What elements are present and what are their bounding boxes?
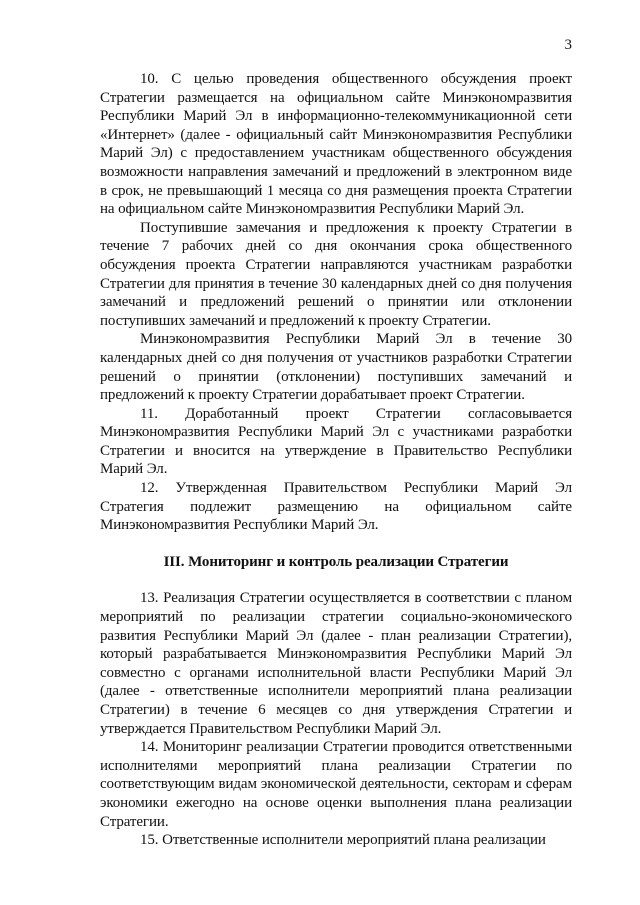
page-number: 3 xyxy=(564,37,572,53)
paragraph-comments: Поступившие замечания и предложения к проекту Стратегии в течение 7 рабочих дней со дня окончания срока общественного обсуждения проекта Стратегии направляются участникам разработки Стратегии для принятия в течение 30 календарных дней со дня получения замечаний и предложений решений о принятии или отклонении поступивших замечаний и предложений к проекту Стратегии. xyxy=(100,219,572,329)
section-heading: III. Мониторинг и контроль реализации Стратегии xyxy=(163,553,509,570)
paragraph-ministry-review: Минэкономразвития Республики Марий Эл в течение 30 календарных дней со дня получения от участников разработки Стратегии решений о принятии (отклонении) поступивших замечаний и предложений к проекту Стратегии дорабатывает проект Стратегии. xyxy=(100,331,572,404)
paragraph-14: 14. Мониторинг реализации Стратегии проводится ответственными исполнителями мероприятий плана реализации Стратегии по соответствующим видам экономической деятельности, секторам и сферам экономики ежегодно на основе оценки выполнения плана реализации Стратегии. xyxy=(100,739,572,830)
document-body xyxy=(100,70,572,850)
paragraph-10: 10. С целью проведения общественного обсуждения проект Стратегии размещается на официальном сайте Минэкономразвития Республики Марий Эл в информационно-телекоммуникационной сети «Интернет» (далее - официальный сайт Минэкономразвития Республики Марий Эл) с предоставлением участникам общественного обсуждения возможности направления замечаний и предложений в электронном виде в срок, не превышающий 1 месяца со дня размещения проекта Стратегии на официальном сайте Минэкономразвития Республики Марий Эл. xyxy=(100,71,572,218)
paragraph-13: 13. Реализация Стратегии осуществляется в соответствии с планом мероприятий по реализации стратегии социально-экономического развития Республики Марий Эл (далее - план реализации Стратегии), который разрабатывается Минэкономразвития Республики Марий Эл совместно с органами исполнительной власти Республики Марий Эл (далее - ответственные исполнители мероприятий плана реализации Стратегии) в течение 6 месяцев со дня утверждения Стратегии и утверждается Правительством Республики Марий Эл. xyxy=(100,590,572,737)
paragraph-11: 11. Доработанный проект Стратегии согласовывается Минэкономразвития Республики Марий Эл с участниками разработки Стратегии и вносится на утверждение в Правительство Республики Марий Эл. xyxy=(100,405,572,478)
paragraph-15: 15. Ответственные исполнители мероприятий плана реализации xyxy=(140,832,546,849)
paragraph-12: 12. Утвержденная Правительством Республики Марий Эл Стратегия подлежит размещению на официальном сайте Минэкономразвития Республики Марий Эл. xyxy=(100,480,572,534)
